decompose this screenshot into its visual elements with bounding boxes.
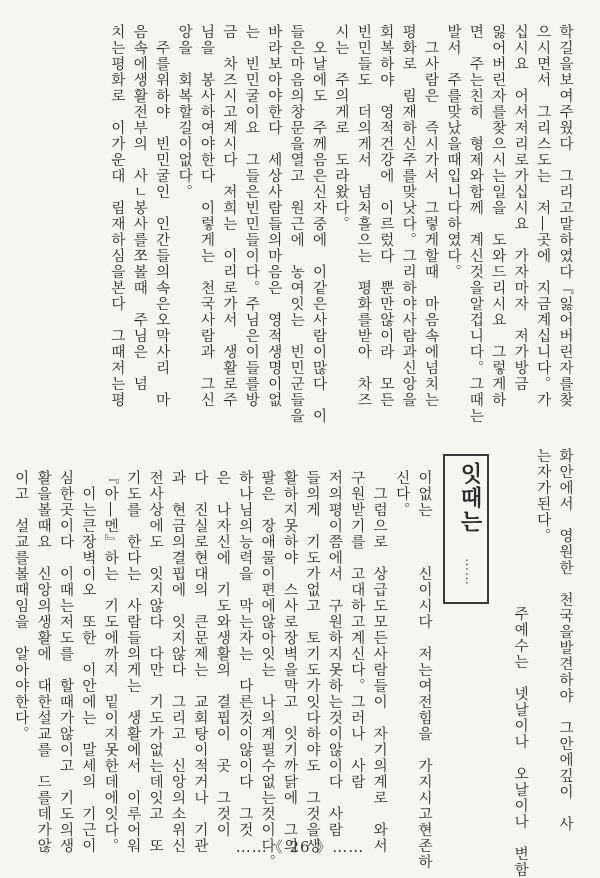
lower-columns-line: 신다。 <box>393 470 410 518</box>
upper_columns-line: 님을 봉사하여야한다 이렇게는 천국사람과 그신 <box>198 24 215 408</box>
section-heading: 잇때는 <box>457 462 482 534</box>
lower-columns-line: 이없는 신이시다 저는여전힘을 가지시고현존하 <box>416 470 432 870</box>
upper_columns-line: 회복하야 영적건강에 이르렀다 뿐만않이라 모든 <box>377 24 394 408</box>
lower-columns-line: 이고 설교를볼때임을 알아야한다。 <box>12 470 29 742</box>
upper_columns-line: 들은마음의창문을열고 원근에 농여잇는 빈민군들을 <box>288 24 305 424</box>
lower-columns-line: 심한곳이다 이때는저도를 할때가않이고 기도의생 <box>57 470 74 854</box>
lower-columns-line: 다 진실로현대의 큰문제는 교회탕이적거나 기관 <box>191 470 208 854</box>
lower-columns-line: 그럼으로 상급도모든사람들이 자기의계로 와서 <box>371 470 388 854</box>
lower-columns-line: 전사상에도 잇지않다 다만 기도가없는데잇고 또 <box>147 470 164 854</box>
upper_columns-line: 그사람은 즉시가서 그렇게할때 마음속에넘치는 <box>422 24 439 408</box>
upper_columns-line: 앙을 회복할길이없다。 <box>176 24 193 200</box>
upper_columns-line: 잃어버린자를찾으시는일을 도와드리시요 그렇게하 <box>489 24 506 408</box>
lower-right-text-block <box>448 448 576 878</box>
lower-columns-line: 활하지못하야 스사로장벽을막고 잇기까닭에 그의 <box>281 470 298 854</box>
lower-columns-line: 은 나자신에 기도와생활의 결핍이 곳 그것이 <box>214 470 231 838</box>
heading-leader-dots: …… <box>462 558 477 586</box>
lower-columns-line: 기도를 한다는 사람들의게는 생활에서 이루어워 <box>124 470 141 854</box>
lower-left-text-block <box>12 470 435 870</box>
upper_columns-line: 학길을보여주웠다 그리고말하였다『잃어버린자를찾 <box>557 24 573 408</box>
upper_columns-line: 면 주는친히 형제와함께 계신것을알겁니다。그때는 <box>467 24 484 424</box>
lower-columns-line: 저의평이쯤에서 구원하지못하는것이않이다 사람 <box>326 470 343 838</box>
lower-columns-line: 『아―멘』하는 기도에까지 밑이지못한데에잇다。 <box>102 470 119 854</box>
heading-followup-line: 주예수는 넷날이나 오날이나 변함 <box>512 606 529 878</box>
upper_columns-line: 십시요 어서저리로가십시요 가자마자 저가방금 <box>512 24 529 392</box>
lower-columns-line: 이는큰장벽이오 또한 이안에는 말세의 기근이 <box>79 470 96 854</box>
upper_columns-line: 오날에도 주께음은신자중에 이같은사람이많다 이 <box>310 24 327 424</box>
upper_columns-line: 주를위하야 빈민굴인 인간들의속은오막사리 마 <box>153 24 170 408</box>
upper_columns-line: 바라보아야한다 세상사람들의마음은 영적생명이없 <box>265 24 282 408</box>
upper_columns-line: 으시면서 그리스도는 저―곳에 지금계십니다。가 <box>534 24 551 408</box>
upper_columns-line: 는 빈민굴이요 그들은빈민들이다。주님은이들를방 <box>243 24 260 408</box>
lower-columns-line: 화안에서 영원한 천국을발견하야 그안에깊이 사 <box>557 448 573 832</box>
lower-columns-line: 하나님의능력을 막는자는 다른것이않이다 그것 <box>236 470 253 838</box>
lower-columns-line: 팔은 장애물이편에않아잇는 나의계필수없는것이다。 <box>259 470 276 870</box>
upper_columns-line: 시는 주의게로 도라왔다。 <box>332 24 349 232</box>
lower-columns-line: 활을볼때요 신앙의생활에 대한설교를 드를데가않 <box>35 470 52 854</box>
upper_columns-line: 평화로 림재하신주를맞낫다。그리하야사람과신앙을 <box>400 24 417 408</box>
lower-columns-line: 들의게 기도가없고 토기도가잇다하야도 그것을생 <box>303 470 320 854</box>
lower-columns-line: 과 현금의결핍에 잇지않다 그리고 신앙의소위신 <box>169 470 186 854</box>
upper_columns-line: 금 차즈시고계시다 저희는 이리로가서 생활로주 <box>220 24 237 408</box>
upper_columns-line: 치는평화로 이가운대 림재하심을본다 그때저는평 <box>108 24 125 408</box>
lower-columns-line: 는자가된다。 <box>534 448 551 544</box>
page-number: ……《 26 》…… <box>235 838 365 856</box>
upper_columns-line: 음속에생활전부의 사ㄴ봉사를쪼볼때 주님은 넘 <box>131 24 148 392</box>
upper-text-block <box>40 24 576 428</box>
upper_columns-line: 빈민들도 더의게서 넘처흘으는 평화를받아 차즈 <box>355 24 372 408</box>
upper_columns-line: 발서 주를맞났을때입니다하였다。 <box>444 24 461 280</box>
lower-columns-line: 구원받기를 고대하고계신다。그러나 사람 <box>348 470 365 790</box>
